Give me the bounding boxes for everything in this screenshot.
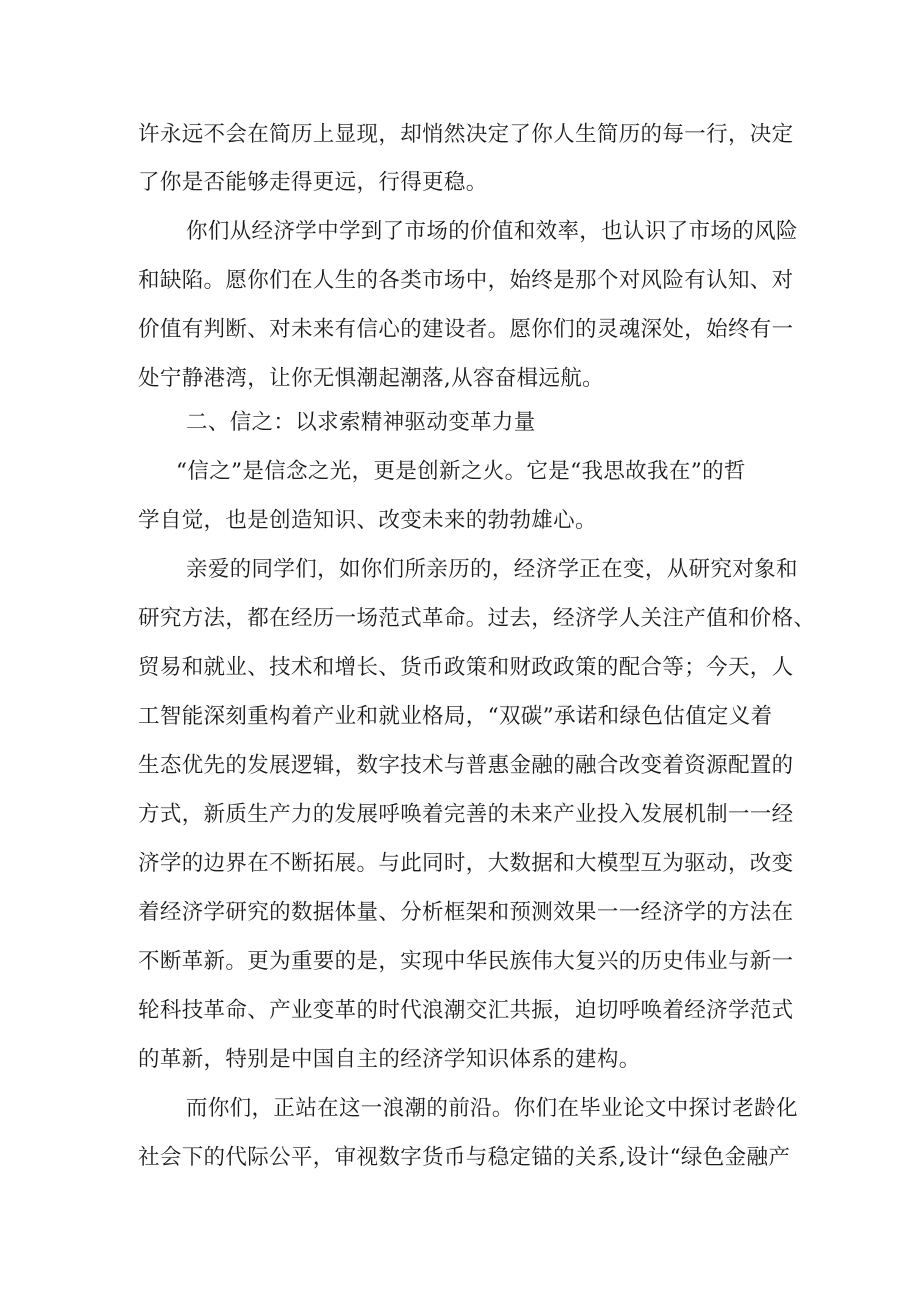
text-line: 了你是否能够走得更远，行得更稳。 <box>138 170 488 195</box>
text-line: 许永远不会在简历上显现，却悄然决定了你人生简历的每一行，决定 <box>138 122 794 147</box>
text-line: 处宁静港湾，让你无惧潮起潮落,从容奋楫远航。 <box>138 366 605 391</box>
text-line: 研究方法，都在经历一场范式革命。过去，经济学人关注产值和价格、 <box>138 606 816 631</box>
paragraph-line: 你们从经济学中学到了市场的价值和效率，也认识了市场的风险 <box>186 219 798 244</box>
text-line: 不断革新。更为重要的是，实现中华民族伟大复兴的历史伟业与新一 <box>138 949 794 974</box>
text-line: 社会下的代际公平，审视数字货币与稳定锚的关系,设计“绿色金融产 <box>138 1145 791 1170</box>
text-line: 方式，新质生产力的发展呼唤着完善的未来产业投入发展机制一一经 <box>138 802 794 827</box>
text-line: 和缺陷。愿你们在人生的各类市场中，始终是那个对风险有认知、对 <box>138 268 794 293</box>
text-line: 着经济学研究的数据体量、分析框架和预测效果一一经济学的方法在 <box>138 900 794 925</box>
paragraph-line: 而你们，正站在这一浪潮的前沿。你们在毕业论文中探讨老龄化 <box>186 1096 798 1121</box>
section-heading: 二、信之：以求索精神驱动变革力量 <box>186 410 536 435</box>
text-line: 贸易和就业、技术和增长、货币政策和财政政策的配合等；今天，人 <box>138 655 794 680</box>
text-line: 学自觉，也是创造知识、改变未来的勃勃雄心。 <box>138 508 597 533</box>
paragraph-line: “信之”是信念之光，更是创新之火。它是“我思故我在”的哲 <box>176 459 746 484</box>
text-line: 价值有判断、对未来有信心的建设者。愿你们的灵魂深处，始终有一 <box>138 317 794 342</box>
text-line: 工智能深刻重构着产业和就业格局，“双碳”承诺和绿色估值定义着 <box>138 704 773 729</box>
text-line: 轮科技革命、产业变革的时代浪潮交汇共振，迫切呼唤着经济学范式 <box>138 998 794 1023</box>
text-line: 生态优先的发展逻辑，数字技术与普惠金融的融合改变着资源配置的 <box>138 753 794 778</box>
paragraph-line: 亲爱的同学们，如你们所亲历的，经济学正在变，从研究对象和 <box>186 557 798 582</box>
text-line: 济学的边界在不断拓展。与此同时，大数据和大模型互为驱动，改变 <box>138 851 794 876</box>
text-line: 的革新，特别是中国自主的经济学知识体系的建构。 <box>138 1047 641 1072</box>
